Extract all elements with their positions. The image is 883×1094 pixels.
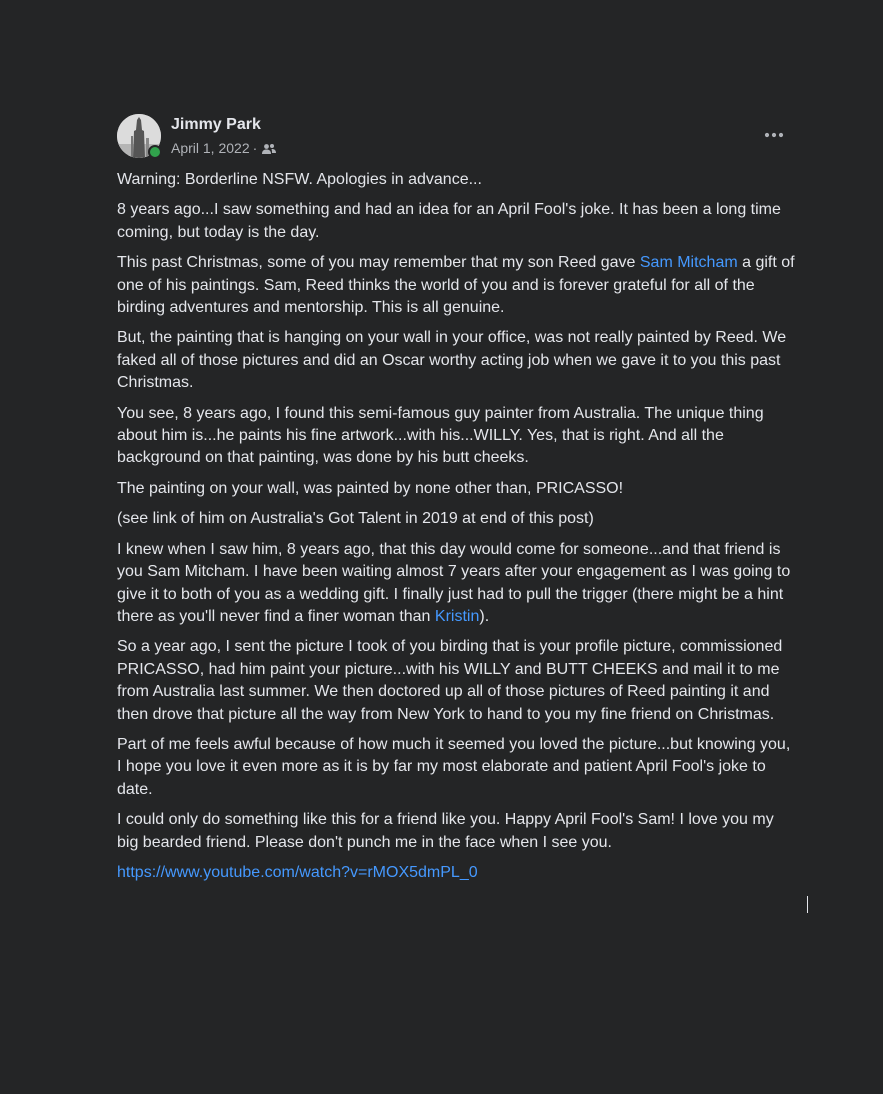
post-body <box>117 169 797 884</box>
post-header <box>117 114 797 160</box>
youtube-link[interactable]: https://www.youtube.com/watch?v=rMOX5dmPL_0 <box>117 863 478 881</box>
post-date[interactable]: April 1, 2022 <box>171 140 250 156</box>
avatar[interactable] <box>117 114 161 158</box>
post-paragraph: I could only do something like this for a friend like you. Happy April Fool's Sam! I love you my big bearded friend. Please don't punch me in the face when I see you. <box>117 811 774 851</box>
meta-separator: · <box>252 140 258 156</box>
text-segment: a gift of one of his paintings. Sam, Reed thinks the world of you and is forever grateful for all of the birding adventures and mentorship. This is all genuine. <box>117 254 795 317</box>
post-paragraph <box>117 862 797 884</box>
mention-kristin[interactable]: Kristin <box>434 607 480 625</box>
post-paragraph: Part of me feels awful because of how much it seemed you loved the picture...but knowing you, I hope you love it even more as it is by far my most elaborate and patient April Fool's joke to date. <box>117 735 791 798</box>
post-paragraph: Warning: Borderline NSFW. Apologies in advance... <box>117 171 482 188</box>
text-cursor <box>807 896 808 913</box>
post-paragraph: So a year ago, I sent the picture I took of you birding that is your profile picture, commissioned PRICASSO, had him paint your picture...with his WILLY and BUTT CHEEKS and mail it to me from Australia last summer. We then doctored up all of those pictures of Reed painting it and then drove that picture all the way from New York to hand to you my fine friend on Christmas. <box>117 638 783 723</box>
text-segment: ). <box>479 607 490 625</box>
online-status-dot <box>148 145 162 159</box>
post-paragraph <box>117 539 797 629</box>
post-paragraph: 8 years ago...I saw something and had an idea for an April Fool's joke. It has been a long time coming, but today is the day. <box>117 201 781 241</box>
post-paragraph <box>117 252 797 319</box>
more-options-icon[interactable] <box>763 124 785 146</box>
text-segment: This past Christmas, some of you may remember that my son Reed gave <box>117 254 640 272</box>
post-meta <box>171 140 277 156</box>
author-name[interactable]: Jimmy Park <box>171 116 261 133</box>
friends-icon[interactable] <box>261 142 277 154</box>
post-paragraph: You see, 8 years ago, I found this semi-famous guy painter from Australia. The unique thing about him is...he paints his fine artwork...with his...WILLY. Yes, that is right. And all the background on that painting, was done by his butt cheeks. <box>117 404 764 467</box>
mention-sam-mitcham[interactable]: Sam Mitcham <box>639 254 738 272</box>
post-paragraph: The painting on your wall, was painted by none other than, PRICASSO! <box>117 479 624 497</box>
post <box>117 114 797 892</box>
post-paragraph: But, the painting that is hanging on your wall in your office, was not really painted by Reed. We faked all of those pictures and did an Oscar worthy acting job when we gave it to you this past Christmas. <box>117 329 787 392</box>
text-segment: I knew when I saw him, 8 years ago, that this day would come for someone...and that friend is you Sam Mitcham. I have been waiting almost 7 years after your engagement as I was going to give it to both of you as a wedding gift. I finally just had to pull the trigger (there might be a hint there as you'll never find a finer woman than <box>117 540 791 625</box>
post-paragraph: (see link of him on Australia's Got Talent in 2019 at end of this post) <box>117 510 594 528</box>
